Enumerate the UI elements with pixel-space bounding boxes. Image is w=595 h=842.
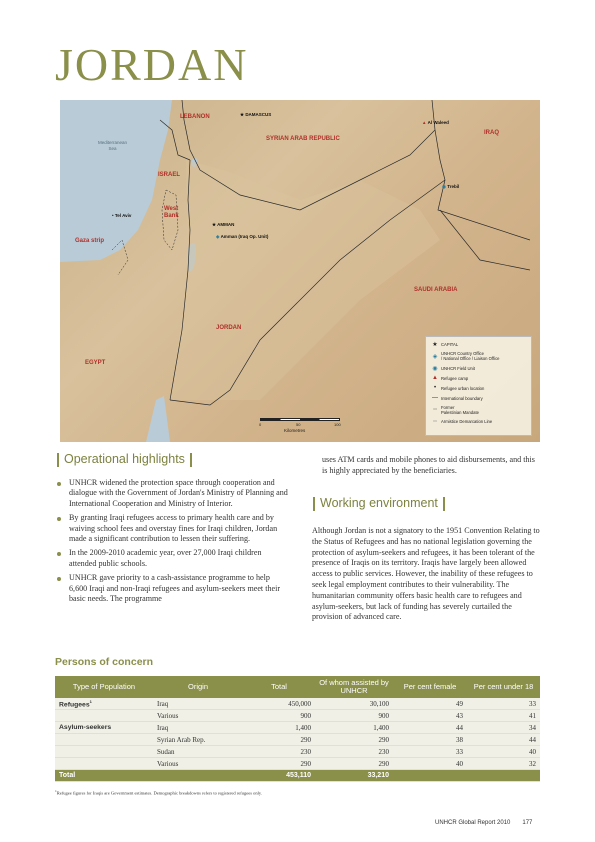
- cell-empty: [467, 770, 540, 782]
- cell-assisted-sum: 33,210: [315, 770, 393, 782]
- cell-total: 230: [243, 746, 315, 758]
- footnote-number: 1: [55, 789, 57, 793]
- map-label-israel: ISRAEL: [158, 172, 181, 178]
- dashed-line-icon: ┄: [433, 407, 437, 413]
- legend-urban: • Refugee urban location: [429, 383, 528, 393]
- scale-bar: [260, 418, 340, 421]
- capital-star-icon: ★: [212, 222, 217, 227]
- cell-assisted: 30,100: [315, 698, 393, 710]
- map-label-egypt: EGYPT: [85, 360, 106, 366]
- cell-under18: 41: [467, 710, 540, 722]
- highlight-item: UNHCR widened the protection space through cooperation and dialogue with the Government of Jordan's Ministry of Planning and International Cooperation and Ministry of Interior.: [55, 478, 290, 509]
- legend-camp: ▲ Refugee camp: [429, 373, 528, 383]
- environment-text: Although Jordan is not a signatory to the 1951 Convention Relating to the Status of Refugees and has no national legislation governing the protection of asylum-seekers and refugees, it has been tolerant of the presence of Iraqis on its territory. Iraqis have largely been allowed access to public services. However, the inability of these refugees to seek legal employment contributes to their vulnerability. The humanitarian community offers basic health care to refugees and asylum-seekers, but lack of funding has severely curtailed the provision of advanced care.: [312, 526, 540, 622]
- scale-tick-0: 0: [259, 422, 262, 427]
- col-assisted: Of whom assisted by UNHCR: [315, 676, 393, 698]
- cell-origin: Syrian Arab Rep.: [153, 734, 243, 746]
- cell-female: 44: [393, 722, 467, 734]
- table-header-row: [55, 676, 540, 698]
- cell-female: 49: [393, 698, 467, 710]
- environment-heading: Working environment: [308, 496, 450, 511]
- dotted-line-icon: ┈: [433, 418, 437, 425]
- jordan-region: [170, 160, 440, 400]
- page-title: JORDAN: [55, 39, 249, 90]
- cell-total: 900: [243, 710, 315, 722]
- cell-under18: 32: [467, 758, 540, 770]
- cell-type: [55, 734, 153, 746]
- highlights-heading: Operational highlights: [52, 452, 197, 467]
- solid-line-icon: —: [432, 395, 438, 401]
- publication-name: UNHCR Global Report 2010: [435, 820, 511, 826]
- col-female: Per cent female: [393, 676, 467, 698]
- cell-total: 1,400: [243, 722, 315, 734]
- cell-assisted: 290: [315, 758, 393, 770]
- cell-total: 290: [243, 734, 315, 746]
- scale-tick-50: 50: [296, 422, 301, 427]
- city-damascus: ★ DAMASCUS: [240, 112, 272, 117]
- col-total: Total: [243, 676, 315, 698]
- highlight-item: UNHCR gave priority to a cash-assistance programme to help 6,600 Iraqi and non-Iraqi refugees and asylum-seekers meet their basic needs. The programme: [55, 573, 290, 604]
- city-trebil: ◉ Trebil: [442, 184, 460, 189]
- country-office-icon: ◈: [216, 234, 220, 239]
- cell-type: Asylum-seekers: [55, 722, 153, 734]
- office-icon: ◈: [432, 353, 438, 360]
- cell-empty: [153, 770, 243, 782]
- footnote-marker: 1: [89, 698, 92, 704]
- cell-under18: 44: [467, 734, 540, 746]
- cell-origin: Various: [153, 710, 243, 722]
- map-label-jordan: JORDAN: [216, 325, 242, 331]
- jordan-map: [60, 100, 540, 442]
- heading-bar-right: [190, 453, 192, 467]
- refugee-camp-icon: ▲: [422, 120, 427, 125]
- legend-country-office: ◈ UNHCR Country Office / National Office / Liaison Office: [429, 349, 528, 363]
- table-row: [55, 746, 540, 758]
- city-amman: ★ AMMAN: [212, 222, 235, 227]
- cell-female: 38: [393, 734, 467, 746]
- highlights-continuation: uses ATM cards and mobile phones to aid disbursements, and this is highly appreciated by the beneficiaries.: [322, 455, 535, 475]
- cell-total: 450,000: [243, 698, 315, 710]
- city-amman-sub: ◈ Amman (Iraq Op. Unit): [216, 234, 269, 239]
- page-number: 177: [522, 820, 533, 826]
- city-al-waleed: ▲ Al Waleed: [422, 120, 449, 125]
- cell-assisted: 290: [315, 734, 393, 746]
- cell-type: [55, 758, 153, 770]
- camp-icon: ▲: [432, 375, 438, 381]
- cell-origin: Iraq: [153, 722, 243, 734]
- urban-icon: •: [433, 385, 437, 391]
- page-footer: [435, 820, 532, 826]
- cell-assisted: 1,400: [315, 722, 393, 734]
- cell-female: 40: [393, 758, 467, 770]
- cell-assisted: 900: [315, 710, 393, 722]
- table-row: [55, 722, 540, 734]
- table-footnote: $^1$Refugee figures for Iraqis are Government estimates. Demographic breakdowns refers to registered refugees only.: [55, 789, 263, 796]
- table-total-row: [55, 770, 540, 782]
- col-type: Type of Population: [55, 676, 153, 698]
- field-unit-icon: ◉: [432, 365, 438, 372]
- scale-unit: Kilometres: [284, 428, 306, 433]
- cell-total: 290: [243, 758, 315, 770]
- map-label-gaza: Gaza strip: [75, 238, 105, 244]
- highlight-item: By granting Iraqi refugees access to primary health care and by waiving school fees and overstay fines for Iraqi children, Jordan made a significant contribution to lessen their suffering.: [55, 513, 290, 544]
- table-row: [55, 758, 540, 770]
- cell-origin: Sudan: [153, 746, 243, 758]
- col-origin: Origin: [153, 676, 243, 698]
- map-label-lebanon: LEBANON: [180, 114, 210, 120]
- legend-capital: ★ CAPITAL: [429, 339, 528, 349]
- cell-type: Refugees$^1$: [55, 698, 153, 710]
- heading-bar-left: [313, 497, 315, 511]
- legend-field-unit: ◉ UNHCR Field Unit: [429, 363, 528, 373]
- map-label-iraq: IRAQ: [484, 130, 499, 136]
- legend-armistice: ┈ Armistice Demarcation Line: [429, 416, 528, 426]
- persons-heading: Persons of concern: [55, 656, 154, 668]
- red-sea-gulf: [146, 396, 170, 442]
- map-label-saudi: SAUDI ARABIA: [414, 287, 458, 293]
- star-icon: ★: [432, 341, 438, 348]
- cell-female: 43: [393, 710, 467, 722]
- table-row: [55, 710, 540, 722]
- highlight-item: In the 2009-2010 academic year, over 27,000 Iraqi children attended public schools.: [55, 548, 290, 569]
- highlights-list: [55, 478, 290, 608]
- cell-type: [55, 746, 153, 758]
- city-dot-icon: •: [112, 213, 114, 218]
- cell-origin: Iraq: [153, 698, 243, 710]
- heading-bar-right: [443, 497, 445, 511]
- cell-empty: [393, 770, 467, 782]
- table-row: [55, 734, 540, 746]
- heading-bar-left: [57, 453, 59, 467]
- cell-female: 33: [393, 746, 467, 758]
- cell-under18: 33: [467, 698, 540, 710]
- scale-tick-100: 100: [334, 422, 341, 427]
- map-label-syria: SYRIAN ARAB REPUBLIC: [266, 136, 340, 142]
- city-tel-aviv: • Tel Aviv: [112, 213, 132, 218]
- cell-assisted: 230: [315, 746, 393, 758]
- col-under18: Per cent under 18: [467, 676, 540, 698]
- cell-under18: 34: [467, 722, 540, 734]
- table-row: [55, 698, 540, 710]
- map-label-sea: Mediterranean Sea: [98, 140, 128, 151]
- cell-total-label: Total: [55, 770, 153, 782]
- cell-under18: 40: [467, 746, 540, 758]
- capital-star-icon: ★: [240, 112, 245, 117]
- map-label-west-bank: West Bank: [164, 206, 179, 219]
- cell-total-sum: 453,110: [243, 770, 315, 782]
- cell-type: [55, 710, 153, 722]
- legend-intl-boundary: — International boundary: [429, 393, 528, 403]
- field-unit-icon: ◉: [442, 184, 446, 189]
- legend-former: ┄ Former Palestinian Mandate: [429, 403, 528, 416]
- map-legend: [425, 336, 532, 436]
- cell-origin: Various: [153, 758, 243, 770]
- map-scale: [259, 418, 341, 433]
- persons-table: [55, 676, 540, 782]
